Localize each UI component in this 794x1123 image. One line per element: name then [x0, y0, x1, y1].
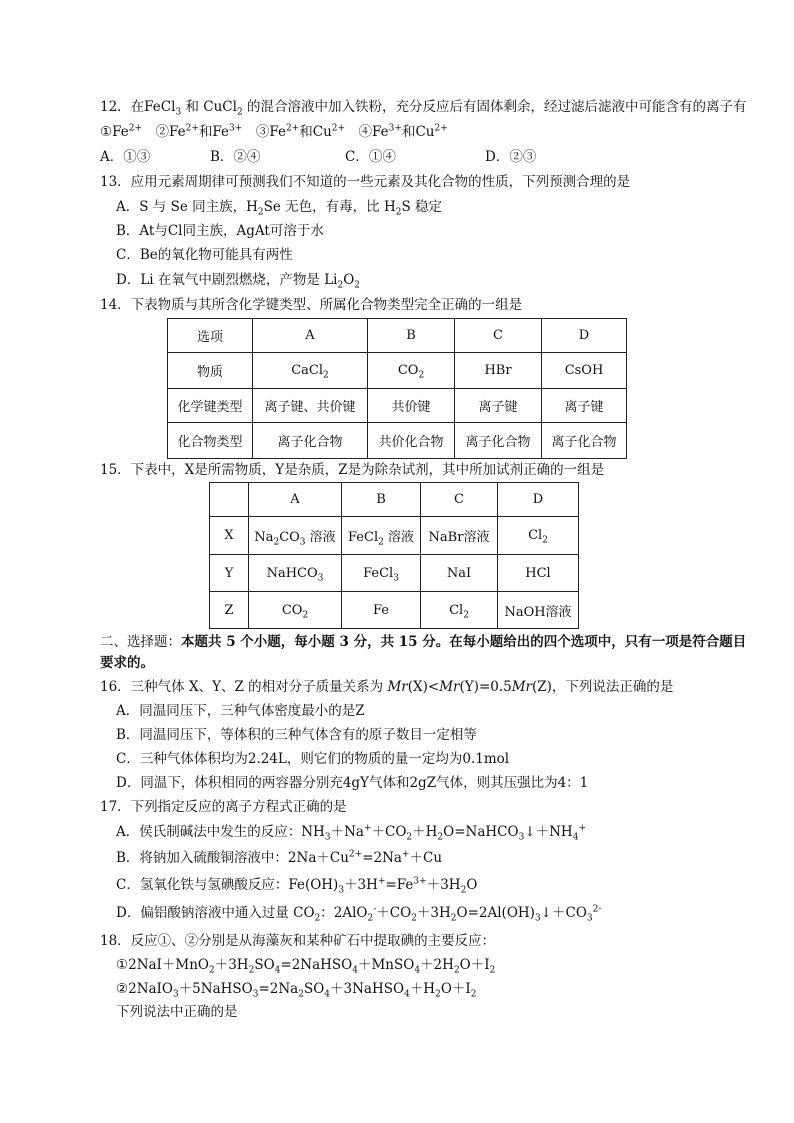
- q13-option-a: A．S 与 Se 同主族，$H_2Se$ 无色，有毒，比 $H_2S$ 稳定: [116, 199, 442, 218]
- q18-reaction-2: $②2NaIO_3+5NaHSO_3=2Na_2SO_4+3NaHSO_4+H_2O+I_2$: [116, 981, 477, 1000]
- q13-option-b: B．At与Cl同主族，AgAt可溶于水: [116, 223, 324, 239]
- table-cell: NaI: [421, 555, 498, 592]
- q14-table: [167, 318, 627, 459]
- table-cell: 离子化合物: [253, 423, 368, 459]
- table-cell: FeCl$_2$ 溶液: [342, 517, 421, 555]
- table-header-cell: B: [342, 483, 421, 517]
- q12-stem: 12．在FeCl$_3$ 和 CuCl$_2$ 的混合溶液中加入铁粉，充分反应后有固体剩余，经过滤后滤液中可能含有的离子有: [100, 99, 747, 118]
- q16-option-d: D．同温下，体积相同的两容器分别充4gY气体和2gZ气体，则其压强比为4：1: [116, 775, 589, 791]
- q18-tail: 下列说法中正确的是: [116, 1004, 238, 1020]
- q16-option-a: A．同温同压下，三种气体密度最小的是Z: [116, 703, 365, 719]
- table-cell: 离子键: [455, 389, 542, 423]
- table-cell: $CO_2$: [249, 592, 342, 629]
- table-header-cell: D: [498, 483, 579, 517]
- table-cell: HBr: [455, 353, 542, 389]
- table-cell: $Cl_2$: [498, 517, 579, 555]
- table-cell: FeCl$_3$: [342, 555, 421, 592]
- table-header-cell: B: [368, 319, 455, 353]
- q17-option-c: C．氢氧化铁与氢碘酸反应：$Fe(OH)_3+3H^+=Fe^{3+}+3H_2O$: [116, 876, 478, 896]
- q12-ions: $①Fe^{2+}$ $②Fe^{2+}$和$Fe^{3+}$ $③Fe^{2+}$和$Cu^{2+}$ $④Fe^{3+}$和$Cu^{2+}$: [100, 123, 448, 140]
- table-cell: 共价化合物: [368, 423, 455, 459]
- table-header-cell: [210, 483, 249, 517]
- table-cell: CaCl$_2$: [253, 353, 368, 389]
- table-cell: 化学键类型: [168, 389, 253, 423]
- q17-option-d: D．偏铝酸钠溶液中通入过量 $CO_2$：$2AlO_2^-+CO_2+3H_2O=2Al(OH)_3↓+CO_3^{2-}$: [116, 904, 602, 924]
- table-cell: NaHCO$_3$: [249, 555, 342, 592]
- q12-option-c: C．①④: [345, 149, 396, 165]
- table-cell: Z: [210, 592, 249, 629]
- table-cell: 离子化合物: [542, 423, 627, 459]
- table-header-cell: C: [455, 319, 542, 353]
- table-header-cell: A: [249, 483, 342, 517]
- q14-stem: 14．下表物质与其所含化学键类型、所属化合物类型完全正确的一组是: [100, 297, 523, 313]
- q15-table: [209, 482, 579, 629]
- section-2-title-cont: 要求的。: [100, 655, 154, 671]
- table-cell: NaOH溶液: [498, 592, 579, 629]
- q18-reaction-1: $①2NaI+MnO_2+3H_2SO_4=2NaHSO_4+MnSO_4+2H_2O+I_2$: [116, 957, 496, 976]
- q15-stem: 15．下表中，X是所需物质，Y是杂质，Z是为除杂试剂，其中所加试剂正确的一组是: [100, 462, 605, 478]
- q17-option-b: B．将钠加入硫酸铜溶液中：$2Na+Cu^{2+}=2Na^++Cu$: [116, 849, 443, 866]
- table-header-cell: C: [421, 483, 498, 517]
- table-cell: Y: [210, 555, 249, 592]
- q18-stem: 18．反应①、②分别是从海藻灰和某种矿石中提取碘的主要反应：: [100, 933, 496, 949]
- section-2-title: 二、选择题：本题共 5 个小题，每小题 3 分，共 15 分。在每小题给出的四个选项中，只有一项是符合题目: [100, 634, 747, 650]
- table-cell: 物质: [168, 353, 253, 389]
- q16-option-b: B．同温同压下，等体积的三种气体含有的原子数目一定相等: [116, 727, 477, 743]
- q17-stem: 17．下列指定反应的离子方程式正确的是: [100, 799, 347, 815]
- q16-stem: 16．三种气体 X、Y、Z 的相对分子质量关系为 Mr(X)<Mr(Y)=0.5Mr(Z)，下列说法正确的是: [100, 679, 674, 695]
- q12-option-d: D．②③: [485, 149, 537, 165]
- table-cell: 化合物类型: [168, 423, 253, 459]
- q12-option-a: A．①③: [100, 149, 151, 165]
- table-header-cell: A: [253, 319, 368, 353]
- table-cell: CsOH: [542, 353, 627, 389]
- table-cell: $Na_2CO_3$ 溶液: [249, 517, 342, 555]
- q13-option-d: D．Li 在氧气中剧烈燃烧，产物是 $Li_2O_2$: [116, 272, 361, 291]
- q12-option-b: B．②④: [210, 149, 261, 165]
- table-cell: 离子化合物: [455, 423, 542, 459]
- table-cell: HCl: [498, 555, 579, 592]
- q13-stem: 13．应用元素周期律可预测我们不知道的一些元素及其化合物的性质，下列预测合理的是: [100, 174, 631, 190]
- table-cell: 共价键: [368, 389, 455, 423]
- q13-option-c: C．Be的氧化物可能具有两性: [116, 247, 293, 263]
- q16-option-c: C．三种气体体积均为2.24L，则它们的物质的量一定均为0.1mol: [116, 751, 510, 767]
- table-cell: $CO_2$: [368, 353, 455, 389]
- table-cell: NaBr溶液: [421, 517, 498, 555]
- q17-option-a: A．侯氏制碱法中发生的反应：$NH_3+Na^++CO_2+H_2O=NaHCO_3↓+NH_4^+$: [116, 823, 586, 843]
- table-cell: Fe: [342, 592, 421, 629]
- table-cell: 离子键: [542, 389, 627, 423]
- table-cell: X: [210, 517, 249, 555]
- table-header-cell: 选项: [168, 319, 253, 353]
- table-header-cell: D: [542, 319, 627, 353]
- table-cell: 离子键、共价键: [253, 389, 368, 423]
- table-cell: $Cl_2$: [421, 592, 498, 629]
